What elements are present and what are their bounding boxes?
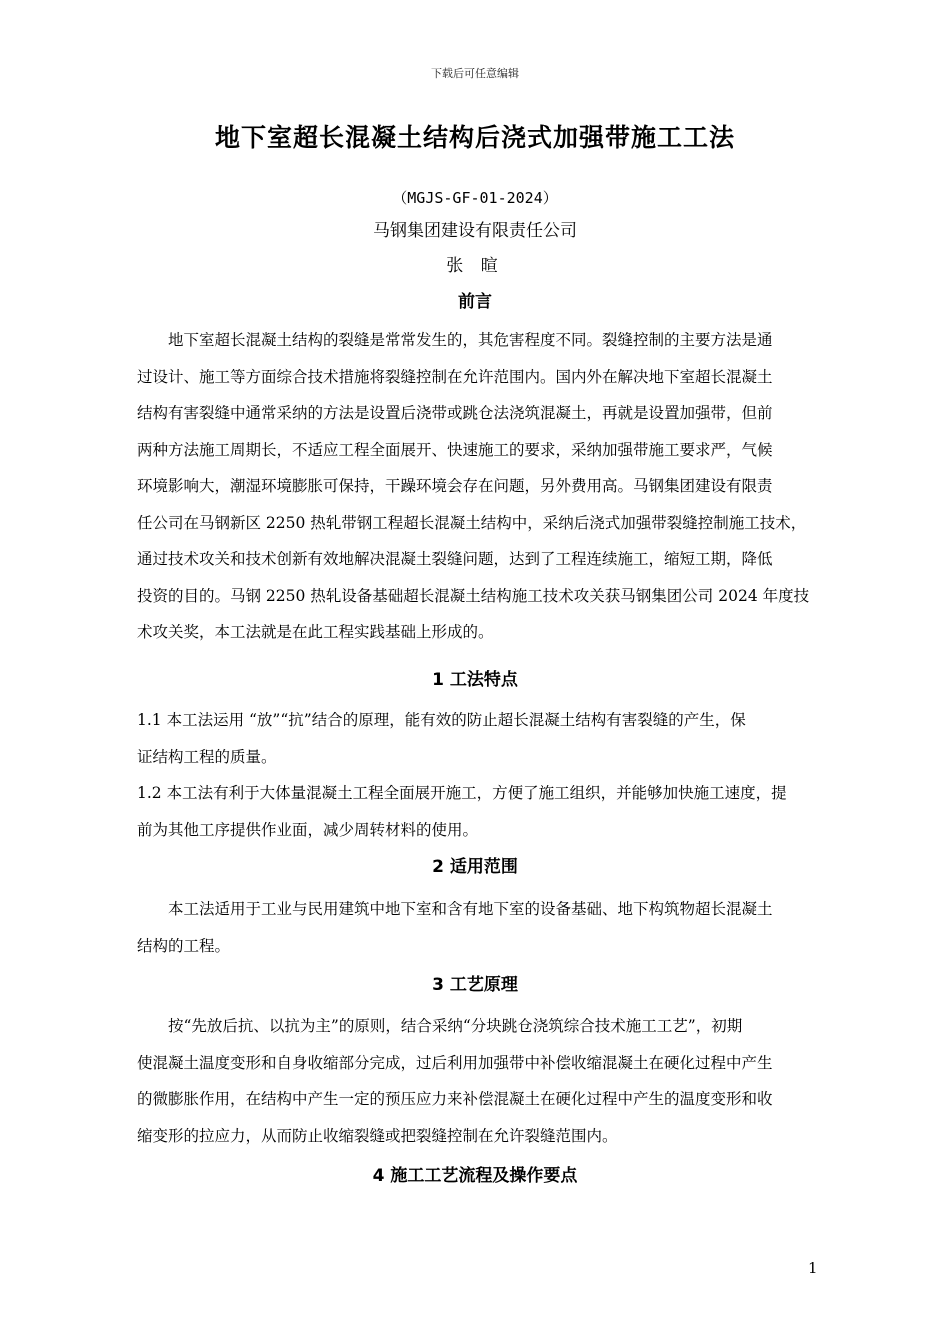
section-1-paragraph [137, 702, 837, 848]
preface-heading: 前言 [458, 292, 492, 312]
section-3-paragraph [137, 1008, 837, 1154]
text-line: 结构有害裂缝中通常采纳的方法是设置后浇带或跳仓法浇筑混凝土，再就是设置加强带，但前 [137, 404, 773, 422]
text-line: 的微膨胀作用，在结构中产生一定的预压应力来补偿混凝土在硬化过程中产生的温度变形和收 [137, 1090, 773, 1108]
company-name: 马钢集团建设有限责任公司 [373, 221, 577, 241]
text-line: 过设计、施工等方面综合技术措施将裂缝控制在允许范围内。国内外在解决地下室超长混凝土 [137, 367, 773, 386]
text-line: 证结构工程的质量。 [137, 747, 277, 766]
page-number: 1 [808, 1259, 818, 1277]
section-heading-4: 4 施工工艺流程及操作要点 [372, 1166, 578, 1186]
document-code: （MGJS-GF-01-2024） [392, 189, 558, 207]
section-heading-2: 2 适用范围 [432, 857, 518, 877]
header-note: 下载后可任意编辑 [431, 67, 519, 80]
text-line: 1.2 本工法有利于大体量混凝土工程全面展开施工，方便了施工组织，并能够加快施工速度，提 [137, 784, 787, 802]
text-line: 两种方法施工周期长，不适应工程全面展开、快速施工的要求，采纳加强带施工要求严，气候 [137, 440, 773, 459]
text-line: 环境影响大，潮湿环境膨胀可保持，干躁环境会存在问题，另外费用高。马钢集团建设有限责 [137, 477, 773, 495]
text-line: 按“先放后抗、以抗为主”的原则，结合采纳“分块跳仓浇筑综合技术施工工艺”，初期 [137, 1017, 743, 1035]
text-line: 使混凝土温度变形和自身收缩部分完成，过后利用加强带中补偿收缩混凝土在硬化过程中产生 [137, 1053, 773, 1072]
author-name: 张 暄 [446, 256, 504, 276]
section-heading-3: 3 工艺原理 [432, 975, 518, 995]
preface-paragraph [137, 322, 837, 651]
text-line: 投资的目的。马钢 2250 热轧设备基础超长混凝土结构施工技术攻关获马钢集团公司 2024 年度技 [137, 586, 810, 605]
section-heading-1: 1 工法特点 [432, 670, 518, 690]
document-title: 地下室超长混凝土结构后浇式加强带施工工法 [214, 123, 735, 152]
text-line: 1.1 本工法运用 “放”“抗”结合的原理，能有效的防止超长混凝土结构有害裂缝的产生，保 [137, 711, 746, 729]
text-line: 术攻关奖，本工法就是在此工程实践基础上形成的。 [137, 623, 494, 641]
text-line: 本工法适用于工业与民用建筑中地下室和含有地下室的设备基础、地下构筑物超长混凝土 [137, 900, 773, 918]
text-line: 前为其他工序提供作业面，减少周转材料的使用。 [137, 820, 479, 839]
text-line: 地下室超长混凝土结构的裂缝是常常发生的，其危害程度不同。裂缝控制的主要方法是通 [137, 331, 773, 349]
text-line: 缩变形的拉应力，从而防止收缩裂缝或把裂缝控制在允许裂缝范围内。 [137, 1126, 618, 1145]
text-line: 任公司在马钢新区 2250 热轧带钢工程超长混凝土结构中，采纳后浇式加强带裂缝控制施工技术， [137, 513, 807, 532]
section-2-paragraph [137, 891, 837, 964]
text-line: 通过技术攻关和技术创新有效地解决混凝土裂缝问题，达到了工程连续施工，缩短工期，降低 [137, 550, 773, 568]
text-line: 结构的工程。 [137, 936, 231, 955]
